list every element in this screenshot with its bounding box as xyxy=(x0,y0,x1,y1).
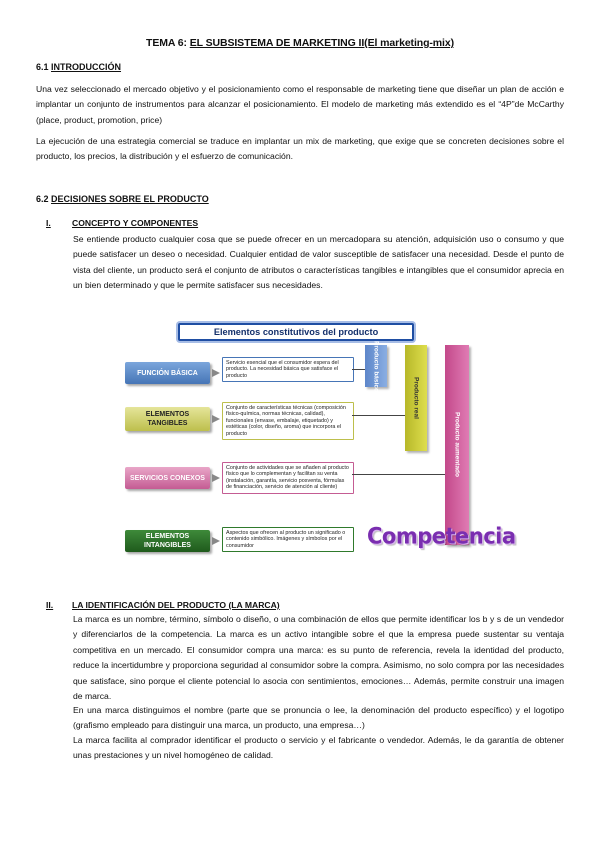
title-main: EL SUBSISTEMA DE MARKETING II(El marketing-mix) xyxy=(189,37,454,49)
arrow-right-icon xyxy=(212,415,220,423)
section-heading-6-1 xyxy=(36,62,121,72)
arrow-right-icon xyxy=(212,369,220,377)
section-heading-6-2 xyxy=(36,194,209,204)
title-prefix: TEMA 6: xyxy=(146,37,190,49)
subsection-number: II. xyxy=(46,600,54,610)
subsection-number: I. xyxy=(46,218,51,228)
brand-paragraph-1: La marca es un nombre, término, símbolo o diseño, o una combinación de ellos que permite identificar los b y s de un vendedor y diferenciarlos de la competencia. La marca es un activo intangible sobre el que la empresa puede sustentar su ventaja competitiva en un mercado. El consumidor compra una marca: es su punto de referencia, revela la identidad del producto, reduce la incertidumbre y proporciona seguridad al consumidor sobre la compra. Asimismo, no solo compra por las necesidades que satisface, sino porque el cliente potencial lo asocia con sentimientos, emociones… Además, permite construir una imagen de marca. xyxy=(73,614,564,702)
bar-augmented-product xyxy=(445,345,469,545)
subsection-heading-1 xyxy=(46,218,198,228)
connector-line xyxy=(352,474,445,475)
subsection-heading-2 xyxy=(46,600,280,610)
section-title: DECISIONES SOBRE EL PRODUCTO xyxy=(51,194,209,204)
intro-paragraph-2: La ejecución de una estrategia comercial se traduce en implantar un mix de marketing, que exige que se concreten decisiones sobre el producto, los precios, la distribución y el esfuerzo de comunicación. xyxy=(36,136,564,162)
arrow-right-icon xyxy=(212,537,220,545)
bar-label: Producto aumentado xyxy=(453,412,461,478)
bar-basic-product xyxy=(365,340,387,392)
subsection-title: LA IDENTIFICACIÓN DEL PRODUCTO (LA MARCA) xyxy=(72,600,280,610)
diagram-title: Elementos constitutivos del producto xyxy=(178,323,414,341)
label-tangible-elements: ELEMENTOS TANGIBLES xyxy=(125,407,210,431)
competencia-wordart: Competencia xyxy=(367,523,516,549)
description-intangible-elements: Aspectos que ofrecen al producto un significado o contenido simbólico. Imágenes y símbolos por el consumidor xyxy=(222,527,354,552)
label-related-services: SERVICIOS CONEXOS xyxy=(125,467,210,489)
arrow-right-icon xyxy=(212,474,220,482)
label-intangible-elements: ELEMENTOS INTANGIBLES xyxy=(125,530,210,552)
brand-paragraph-2: En una marca distinguimos el nombre (parte que se pronuncia o lee, la denominación del producto específico) y el logotipo (grafismo empleado para distinguir una marca, un producto, una empresa…) xyxy=(73,705,564,731)
concept-paragraph: Se entiende producto cualquier cosa que se puede ofrecer en un mercadopara su atención, adquisición uso o consumo y que puede satisfacer un deseo o necesidad. Cualquier entidad de valor susceptible de satisfacer una necesidad. Desde el punto de vista del cliente, un producto será el conjunto de atributos o características tangibles e intangibles que el consumidor aprecia en un bien determinado y que le permite satisfacer sus necesidades. xyxy=(73,234,564,291)
bar-label: Producto básico xyxy=(372,340,380,392)
label-basic-function: FUNCIÓN BÁSICA xyxy=(125,362,210,384)
brand-paragraph-3: La marca facilita al comprador identificar el producto o servicio y el fabricante o vendedor. Además, le da garantía de obtener unas prestaciones y un nivel homogéneo de calidad. xyxy=(73,735,564,761)
connector-line xyxy=(352,369,365,370)
intro-paragraph-1: Una vez seleccionado el mercado objetivo y el posicionamiento como el responsable de marketing tiene que diseñar un plan de acción e implantar un conjunto de instrumentos para alcanzar el posicionamiento. El modelo de marketing más extendido es el “4P”de McCarthy (place, product, promotion, price) xyxy=(36,84,564,125)
subsection-title: CONCEPTO Y COMPONENTES xyxy=(72,218,199,228)
section-number: 6.1 xyxy=(36,62,52,72)
description-tangible-elements: Conjunto de características técnicas (composición físico-química, normas técnicas, calidad), funcionales (envase, embalaje, etiquetado) y estéticas (color, diseño, aroma) que incorpora el producto xyxy=(222,402,354,440)
section-number: 6.2 xyxy=(36,194,52,204)
bar-label: Producto real xyxy=(412,377,420,419)
bar-real-product xyxy=(405,345,427,451)
description-related-services: Conjunto de actividades que se añaden al producto físico que lo complementan y facilitan su venta (instalación, garantía, servicio posventa, fórmulas de financiación, servicio de atención al cliente) xyxy=(222,462,354,494)
product-elements-diagram xyxy=(120,317,516,567)
section-title: INTRODUCCIÓN xyxy=(51,62,122,72)
connector-line xyxy=(352,415,405,416)
document-title xyxy=(0,37,600,49)
description-basic-function: Servicio esencial que el consumidor espera del producto. La necesidad básica que satisface el producto xyxy=(222,357,354,382)
